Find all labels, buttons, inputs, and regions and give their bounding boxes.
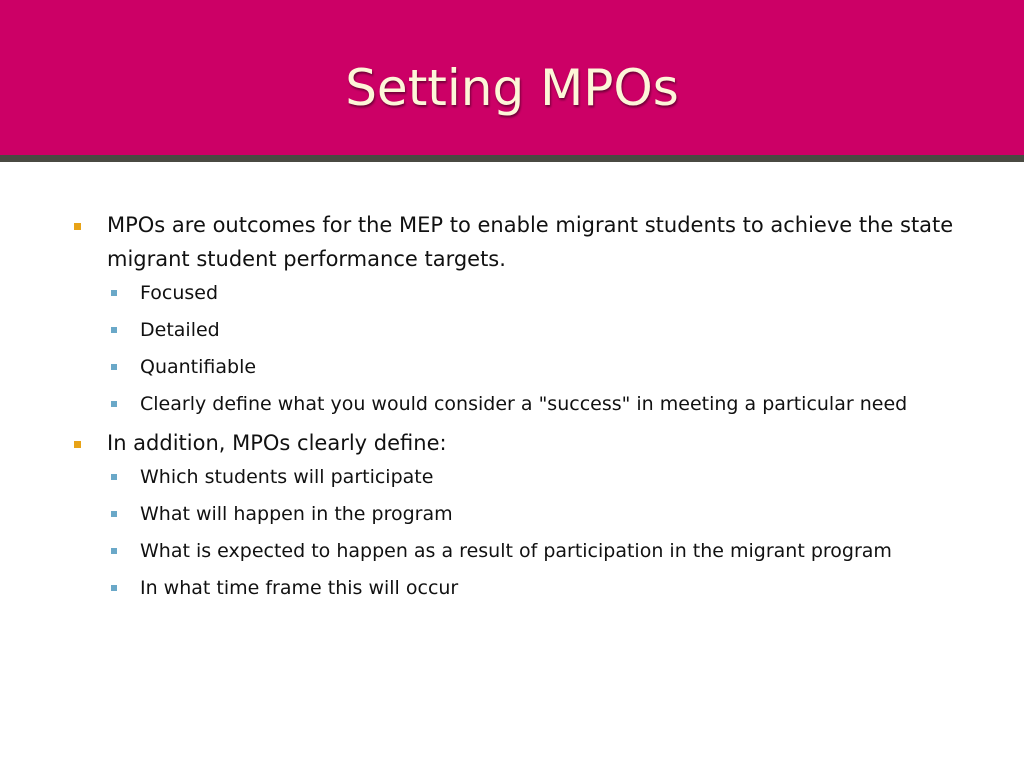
sub-bullet-text: What will happen in the program	[140, 503, 453, 525]
sub-bullet-item	[107, 536, 980, 566]
sub-bullet-text: Quantifiable	[140, 356, 257, 378]
square-bullet-icon	[111, 401, 117, 407]
sub-bullet-item	[107, 573, 980, 603]
sub-bullet-list	[107, 462, 980, 603]
square-bullet-icon	[111, 364, 117, 370]
bullet-item	[70, 426, 980, 603]
sub-bullet-text: Clearly define what you would consider a "success" in meeting a particular need	[140, 393, 908, 415]
sub-bullet-item	[107, 315, 980, 345]
square-bullet-icon	[111, 474, 117, 480]
sub-bullet-item	[107, 499, 980, 529]
bullet-item	[70, 208, 980, 419]
sub-bullet-text: Which students will participate	[140, 466, 434, 488]
sub-bullet-item	[107, 278, 980, 308]
title-divider	[0, 155, 1024, 162]
square-bullet-icon	[74, 223, 81, 230]
bullet-text: In addition, MPOs clearly define:	[107, 431, 447, 455]
bullet-list	[70, 208, 980, 603]
sub-bullet-text: Focused	[140, 282, 219, 304]
sub-bullet-list	[107, 278, 980, 419]
square-bullet-icon	[111, 548, 117, 554]
sub-bullet-text: In what time frame this will occur	[140, 577, 459, 599]
slide-title: Setting MPOs	[345, 59, 679, 117]
sub-bullet-item	[107, 352, 980, 382]
square-bullet-icon	[111, 585, 117, 591]
sub-bullet-text: What is expected to happen as a result of participation in the migrant program	[140, 540, 892, 562]
sub-bullet-item	[107, 389, 980, 419]
square-bullet-icon	[111, 290, 117, 296]
sub-bullet-item	[107, 462, 980, 492]
square-bullet-icon	[74, 441, 81, 448]
slide-body	[70, 208, 980, 610]
sub-bullet-text: Detailed	[140, 319, 220, 341]
square-bullet-icon	[111, 511, 117, 517]
bullet-text: MPOs are outcomes for the MEP to enable migrant students to achieve the state migrant student performance targets.	[107, 213, 954, 271]
square-bullet-icon	[111, 327, 117, 333]
